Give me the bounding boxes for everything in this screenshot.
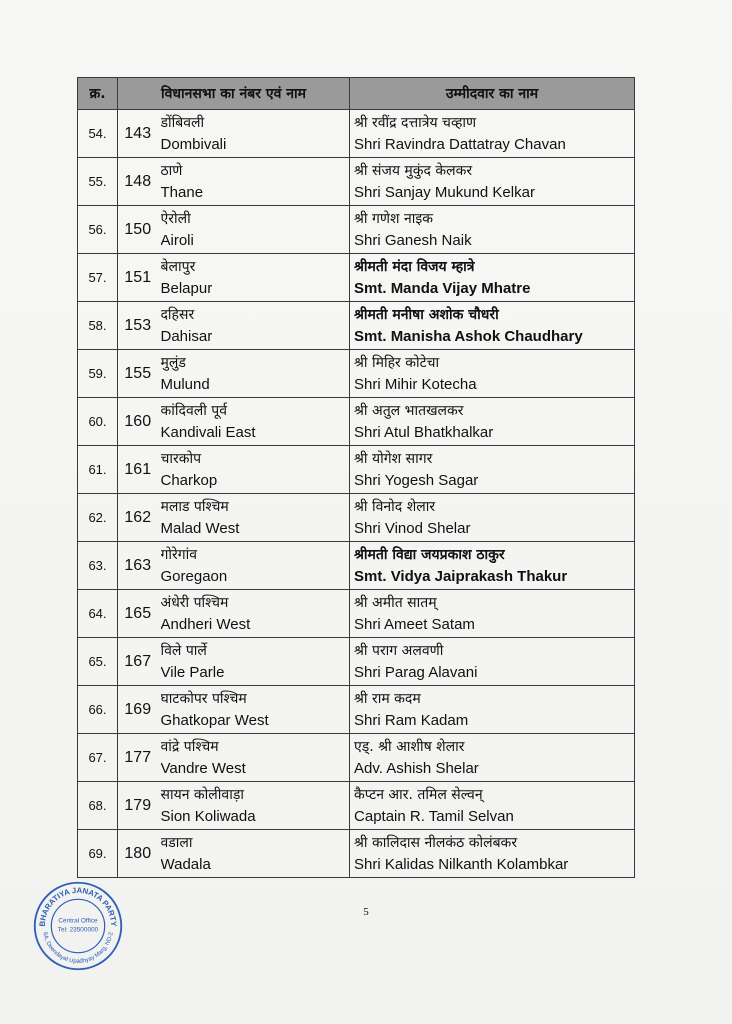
candidate-name-cell bbox=[350, 350, 635, 398]
serial-number: 65. bbox=[78, 638, 118, 686]
constituency-number: 161 bbox=[118, 446, 158, 494]
constituency-number: 177 bbox=[118, 734, 158, 782]
candidate-name-cell bbox=[350, 686, 635, 734]
constituency-name-english: Airoli bbox=[160, 231, 194, 249]
table-row bbox=[78, 446, 635, 494]
constituency-name-hindi: मलाड पश्चिम bbox=[160, 498, 229, 515]
candidate-name-cell bbox=[350, 302, 635, 350]
candidate-name-cell bbox=[350, 782, 635, 830]
table-row bbox=[78, 734, 635, 782]
candidate-name-hindi: श्रीमती मनीषा अशोक चौधरी bbox=[354, 306, 499, 323]
constituency-name-english: Thane bbox=[160, 183, 204, 201]
candidate-name-hindi: श्री गणेश नाइक bbox=[354, 210, 433, 227]
seal-inner-line1: Central Office bbox=[58, 917, 98, 925]
constituency-name-hindi: विले पार्ले bbox=[160, 642, 207, 659]
constituency-name-cell bbox=[158, 302, 350, 350]
table-row bbox=[78, 494, 635, 542]
constituency-number: 165 bbox=[118, 590, 158, 638]
constituency-name-english: Vandre West bbox=[160, 759, 246, 777]
candidate-name-hindi: श्री रवींद्र दत्तात्रेय चव्हाण bbox=[354, 114, 477, 131]
constituency-number: 163 bbox=[118, 542, 158, 590]
serial-number: 68. bbox=[78, 782, 118, 830]
candidate-name-english: Shri Kalidas Nilkanth Kolambkar bbox=[354, 855, 569, 873]
seal-outer-text: BHARATIYA JANATA PARTY bbox=[37, 885, 119, 927]
constituency-name-hindi: ऐरोली bbox=[160, 210, 191, 227]
serial-number: 67. bbox=[78, 734, 118, 782]
constituency-name-cell bbox=[158, 830, 350, 878]
serial-number: 58. bbox=[78, 302, 118, 350]
serial-number: 57. bbox=[78, 254, 118, 302]
serial-number: 60. bbox=[78, 398, 118, 446]
candidate-name-english: Smt. Manda Vijay Mhatre bbox=[354, 279, 531, 297]
table-header-row bbox=[78, 78, 635, 110]
constituency-number: 143 bbox=[118, 110, 158, 158]
candidate-name-hindi: श्री अतुल भातखलकर bbox=[354, 402, 464, 419]
constituency-name-english: Malad West bbox=[160, 519, 240, 537]
constituency-name-hindi: बेलापुर bbox=[160, 258, 196, 275]
constituency-name-cell bbox=[158, 350, 350, 398]
candidate-name-hindi: श्री संजय मुकुंद केलकर bbox=[354, 162, 473, 179]
header-candidate: उम्मीदवार का नाम bbox=[350, 78, 635, 110]
table-row bbox=[78, 686, 635, 734]
constituency-number: 150 bbox=[118, 206, 158, 254]
serial-number: 62. bbox=[78, 494, 118, 542]
serial-number: 55. bbox=[78, 158, 118, 206]
constituency-name-cell bbox=[158, 782, 350, 830]
table-body bbox=[78, 110, 635, 878]
candidate-name-english: Shri Vinod Shelar bbox=[354, 519, 471, 537]
candidate-name-english: Shri Ganesh Naik bbox=[354, 231, 472, 249]
table-row bbox=[78, 782, 635, 830]
candidate-name-english: Shri Atul Bhatkhalkar bbox=[354, 423, 494, 441]
constituency-name-cell bbox=[158, 686, 350, 734]
serial-number: 63. bbox=[78, 542, 118, 590]
candidate-name-english: Shri Ram Kadam bbox=[354, 711, 469, 729]
candidate-name-cell bbox=[350, 446, 635, 494]
candidate-name-hindi: श्री योगेश सागर bbox=[354, 450, 433, 467]
table-row bbox=[78, 542, 635, 590]
constituency-name-cell bbox=[158, 590, 350, 638]
constituency-name-hindi: कांदिवली पूर्व bbox=[160, 402, 228, 419]
constituency-number: 148 bbox=[118, 158, 158, 206]
constituency-name-english: Andheri West bbox=[160, 615, 251, 633]
candidate-name-cell bbox=[350, 734, 635, 782]
candidate-name-english: Adv. Ashish Shelar bbox=[354, 759, 479, 777]
constituency-name-english: Dahisar bbox=[160, 327, 213, 345]
serial-number: 66. bbox=[78, 686, 118, 734]
constituency-name-cell bbox=[158, 110, 350, 158]
serial-number: 61. bbox=[78, 446, 118, 494]
constituency-number: 167 bbox=[118, 638, 158, 686]
candidate-name-cell bbox=[350, 542, 635, 590]
candidate-name-hindi: एड्. श्री आशीष शेलार bbox=[354, 738, 465, 755]
candidate-name-hindi: श्री मिहिर कोटेचा bbox=[354, 354, 440, 371]
candidate-name-hindi: श्री विनोद शेलार bbox=[354, 498, 436, 515]
party-seal-stamp bbox=[32, 880, 124, 972]
candidate-name-english: Shri Mihir Kotecha bbox=[354, 375, 477, 393]
constituency-name-english: Belapur bbox=[160, 279, 213, 297]
candidate-name-cell bbox=[350, 158, 635, 206]
constituency-name-cell bbox=[158, 254, 350, 302]
header-serial: क्र. bbox=[78, 78, 118, 110]
candidate-name-english: Smt. Manisha Ashok Chaudhary bbox=[354, 327, 583, 345]
candidate-name-cell bbox=[350, 494, 635, 542]
candidate-name-english: Shri Sanjay Mukund Kelkar bbox=[354, 183, 535, 201]
constituency-number: 162 bbox=[118, 494, 158, 542]
candidate-name-english: Shri Ameet Satam bbox=[354, 615, 475, 633]
constituency-name-cell bbox=[158, 446, 350, 494]
constituency-name-cell bbox=[158, 542, 350, 590]
header-constituency: विधानसभा का नंबर एवं नाम bbox=[118, 78, 350, 110]
constituency-name-english: Charkop bbox=[160, 471, 218, 489]
constituency-name-cell bbox=[158, 158, 350, 206]
table-row bbox=[78, 638, 635, 686]
seal-inner-line2: Tel: 23500000 bbox=[57, 926, 99, 934]
table-row bbox=[78, 398, 635, 446]
constituency-number: 180 bbox=[118, 830, 158, 878]
constituency-name-hindi: वांद्रे पश्चिम bbox=[160, 738, 219, 755]
serial-number: 54. bbox=[78, 110, 118, 158]
constituency-number: 169 bbox=[118, 686, 158, 734]
serial-number: 59. bbox=[78, 350, 118, 398]
candidate-name-hindi: श्री पराग अलवणी bbox=[354, 642, 444, 659]
table-row bbox=[78, 350, 635, 398]
constituency-name-hindi: वडाला bbox=[160, 834, 193, 851]
constituency-name-cell bbox=[158, 494, 350, 542]
constituency-name-english: Sion Koliwada bbox=[160, 807, 256, 825]
table-row bbox=[78, 158, 635, 206]
table-row bbox=[78, 302, 635, 350]
candidate-name-cell bbox=[350, 110, 635, 158]
serial-number: 69. bbox=[78, 830, 118, 878]
page-number: 5 bbox=[363, 906, 369, 918]
constituency-number: 151 bbox=[118, 254, 158, 302]
candidate-name-cell bbox=[350, 206, 635, 254]
constituency-name-english: Wadala bbox=[160, 855, 211, 873]
candidate-name-hindi: श्री अमीत सातम् bbox=[354, 594, 437, 611]
table-row bbox=[78, 206, 635, 254]
serial-number: 64. bbox=[78, 590, 118, 638]
constituency-name-cell bbox=[158, 206, 350, 254]
constituency-name-hindi: चारकोप bbox=[160, 450, 202, 467]
constituency-name-hindi: मुलुंड bbox=[160, 354, 186, 371]
constituency-number: 160 bbox=[118, 398, 158, 446]
candidate-name-cell bbox=[350, 638, 635, 686]
constituency-name-hindi: ठाणे bbox=[160, 162, 183, 179]
constituency-name-cell bbox=[158, 638, 350, 686]
candidate-name-hindi: श्री कालिदास नीलकंठ कोलंबकर bbox=[354, 834, 518, 851]
constituency-number: 179 bbox=[118, 782, 158, 830]
constituency-name-english: Dombivali bbox=[160, 135, 227, 153]
table-row bbox=[78, 590, 635, 638]
serial-number: 56. bbox=[78, 206, 118, 254]
constituency-number: 153 bbox=[118, 302, 158, 350]
constituency-name-hindi: घाटकोपर पश्चिम bbox=[160, 690, 247, 707]
candidate-name-cell bbox=[350, 830, 635, 878]
table-row bbox=[78, 110, 635, 158]
table-row bbox=[78, 830, 635, 878]
constituency-name-hindi: सायन कोलीवाड़ा bbox=[160, 786, 244, 803]
constituency-name-hindi: अंधेरी पश्चिम bbox=[160, 594, 229, 611]
candidate-name-english: Shri Yogesh Sagar bbox=[354, 471, 479, 489]
candidate-name-hindi: कैप्टन आर. तमिल सेल्वन् bbox=[354, 786, 483, 803]
constituency-name-hindi: गोरेगांव bbox=[160, 546, 198, 563]
candidate-name-cell bbox=[350, 254, 635, 302]
constituency-name-hindi: डोंबिवली bbox=[160, 114, 205, 131]
seal-outer-text-bottom: 6A, Deendayal Upadhyay Marg, ND-2 bbox=[41, 931, 115, 965]
table-row bbox=[78, 254, 635, 302]
candidate-name-cell bbox=[350, 590, 635, 638]
candidate-name-hindi: श्रीमती मंदा विजय म्हात्रे bbox=[354, 258, 475, 275]
candidate-name-hindi: श्री राम कदम bbox=[354, 690, 421, 707]
constituency-name-english: Goregaon bbox=[160, 567, 228, 585]
constituency-name-hindi: दहिसर bbox=[160, 306, 195, 323]
candidate-name-hindi: श्रीमती विद्या जयप्रकाश ठाकुर bbox=[354, 546, 505, 563]
constituency-name-english: Kandivali East bbox=[160, 423, 256, 441]
constituency-name-english: Vile Parle bbox=[160, 663, 225, 681]
candidate-name-english: Shri Ravindra Dattatray Chavan bbox=[354, 135, 566, 153]
constituency-number: 155 bbox=[118, 350, 158, 398]
constituency-name-english: Ghatkopar West bbox=[160, 711, 269, 729]
candidate-name-cell bbox=[350, 398, 635, 446]
candidate-name-english: Shri Parag Alavani bbox=[354, 663, 478, 681]
candidate-name-english: Captain R. Tamil Selvan bbox=[354, 807, 514, 825]
constituency-name-english: Mulund bbox=[160, 375, 210, 393]
constituency-name-cell bbox=[158, 734, 350, 782]
candidate-table bbox=[77, 77, 635, 878]
candidate-name-english: Smt. Vidya Jaiprakash Thakur bbox=[354, 567, 568, 585]
constituency-name-cell bbox=[158, 398, 350, 446]
